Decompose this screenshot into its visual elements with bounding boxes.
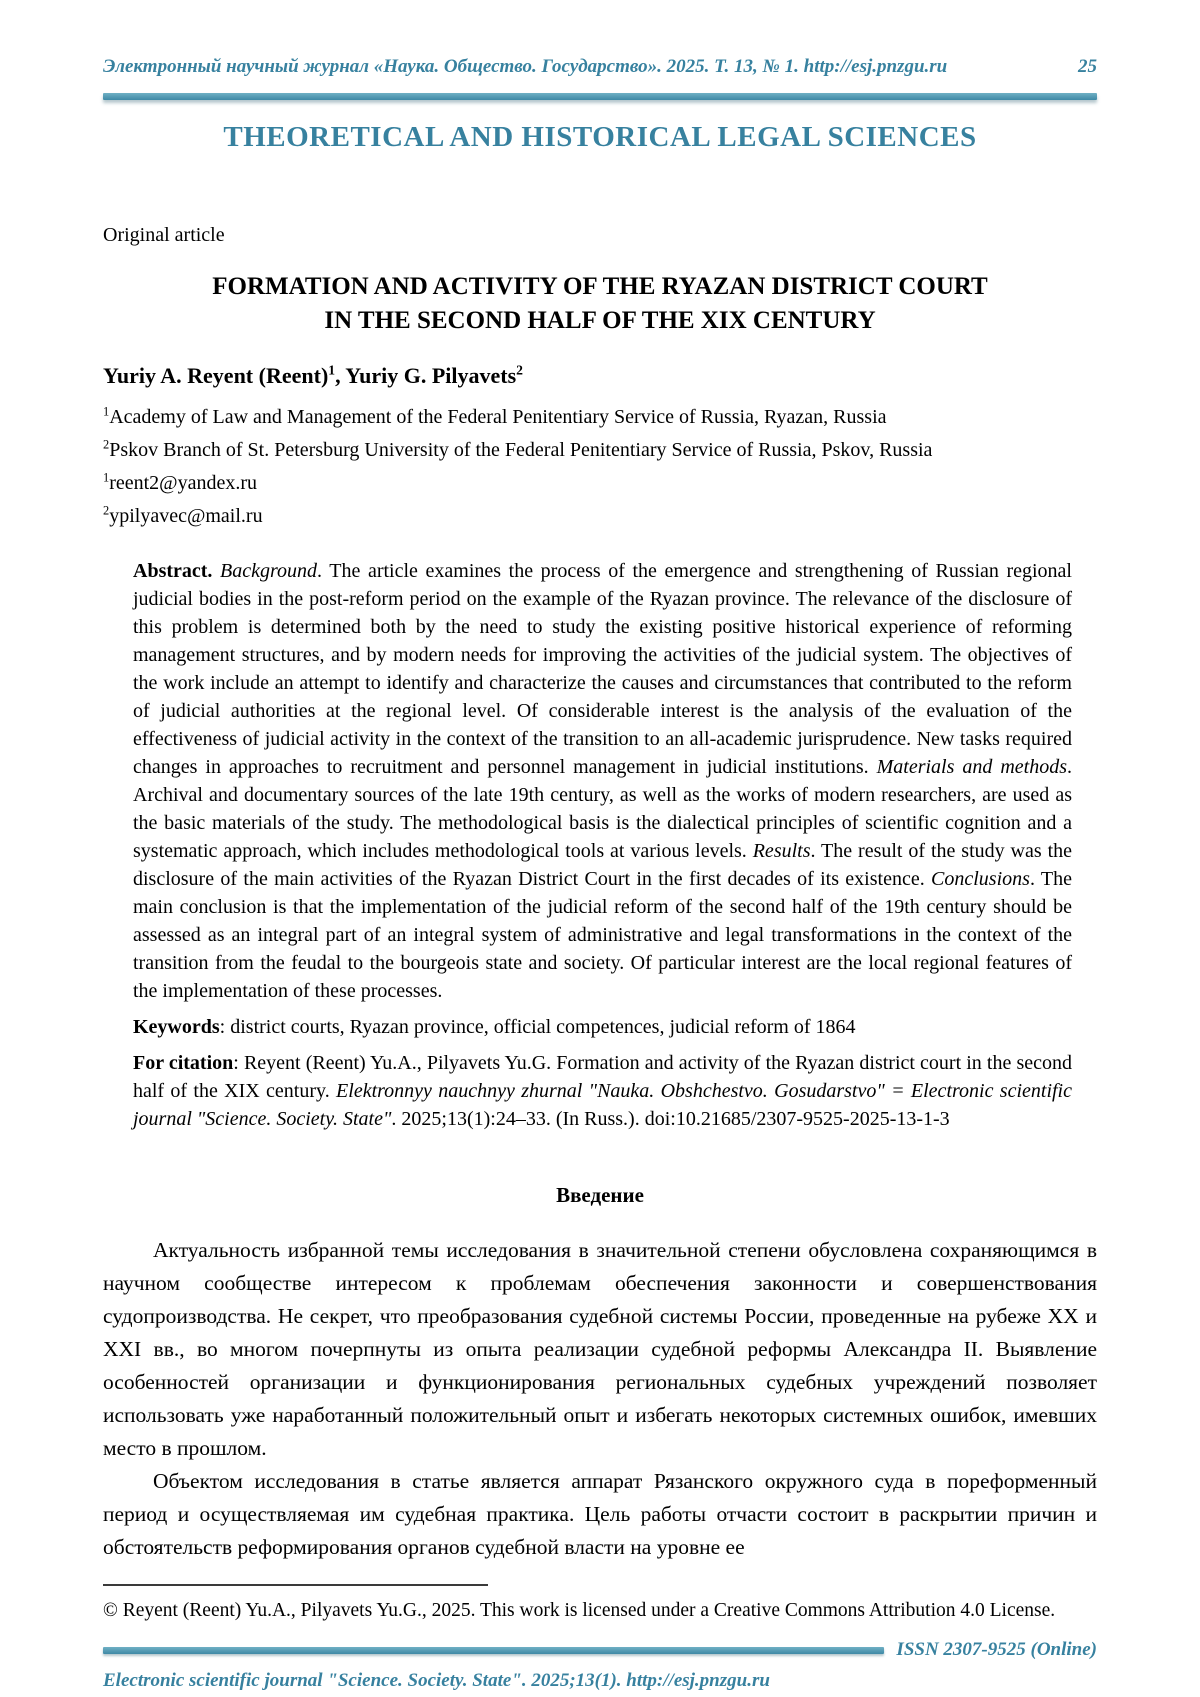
intro-paragraph: Актуальность избранной темы исследования в значительной степени обусловлена сохраняющимся в научном сообществе интересом к проблемам обеспечения законности и совершенствования судопроизводства. Не секрет, что преобразования судебной системы России, проведенные на рубеже XX и XXI вв., во многом почерпнуты из опыта реализации судебной реформы Александра II. Выявление особенностей организации и функционирования региональных судебных учреждений позволяет использовать уже наработанный положительный опыт и избегать некоторых системных ошибок, имевших место в прошлом. [103, 1238, 1097, 1460]
footnote-rule [103, 1584, 488, 1586]
footer-divider-rule [103, 1647, 884, 1654]
article-title-line2: IN THE SECOND HALF OF THE XIX CENTURY [324, 307, 876, 334]
author-email: $^1$reent2@yandex.ru [103, 470, 258, 494]
abstract-block [133, 557, 1072, 1133]
affiliation-line: $^1$Academy of Law and Management of the Federal Penitentiary Service of Russia, Ryazan, Russia [103, 404, 887, 428]
abstract-paragraph: Abstract. Background. The article examines the process of the emergence and strengthening of Russian regional judicial bodies in the post-reform period on the example of the Ryazan province. The relevance of the disclosure of this problem is determined both by the need to study the existing positive historical experience of reforming management structures, and by modern needs for improving the activities of the judicial system. The objectives of the work include an attempt to identify and characterize the causes and circumstances that contributed to the reform of judicial authorities at the regional level. Of considerable interest is the analysis of the evaluation of the effectiveness of judicial activity in the context of the transition to an all-academic jurisprudence. New tasks required changes in approaches to recruitment and personnel management in judicial institutions. Materials and methods. Archival and documentary sources of the late 19th century, as well as the works of modern researchers, are used as the basic materials of the study. The methodological basis is the dialectical principles of scientific cognition and a systematic approach, which includes methodological tools at various levels. Results. The result of the study was the disclosure of the main activities of the Ryazan District Court in the first decades of its existence. Conclusions. The main conclusion is that the implementation of the judicial reform of the second half of the 19th century should be assessed as an integral part of an integral system of administrative and legal transformations in the context of the transition from the feudal to the bourgeois state and society. Of particular interest are the local regional features of the implementation of these processes. [133, 560, 1073, 1002]
page-number: 25 [1078, 56, 1097, 77]
issn-row [103, 1639, 1097, 1661]
article-type-label: Original article [103, 224, 225, 246]
running-head [103, 56, 1097, 78]
intro-paragraph: Объектом исследования в статье является аппарат Рязанского окружного суда в пореформенный период и осуществляемая им судебная практика. Цель работы отчасти состоит в раскрытии причин и обстоятельств реформирования органов судебной власти на уровне ее [103, 1469, 1097, 1559]
affiliation-line: $^2$Pskov Branch of St. Petersburg University of the Federal Penitentiary Service of Russia, Pskov, Russia [103, 437, 933, 461]
citation-paragraph: For citation: Reyent (Reent) Yu.A., Pilyavets Yu.G. Formation and activity of the Ryazan district court in the second half of the XIX century. Elektronnyy nauchnyy zhurnal "Nauka. Obshchestvo. Gosudarstvo" = Electronic scientific journal "Science. Society. State". 2025;13(1):24–33. (In Russ.). doi:10.21685/2307-9525-2025-13-1-3 [133, 1052, 1072, 1130]
article-title-line1: FORMATION AND ACTIVITY OF THE RYAZAN DISTRICT COURT [212, 273, 988, 300]
affiliations [103, 401, 1097, 533]
journal-reference: Электронный научный журнал «Наука. Общество. Государство». 2025. Т. 13, № 1. http://esj.pnzgu.ru [103, 56, 948, 77]
introduction-body [103, 1234, 1097, 1564]
keywords-paragraph: Keywords: district courts, Ryazan province, official competences, judicial reform of 1864 [133, 1016, 856, 1038]
article-title [103, 270, 1097, 338]
section-title: THEORETICAL AND HISTORICAL LEGAL SCIENCES [223, 121, 977, 153]
footer-journal-line: Electronic scientific journal "Science. Society. State". 2025;13(1). http://esj.pnzgu.ru [103, 1670, 770, 1691]
header-divider-rule [103, 93, 1097, 100]
issn-label: ISSN 2307-9525 (Online) [896, 1639, 1097, 1660]
authors-line: Yuriy A. Reyent (Reent)$^1$, Yuriy G. Pilyavets$^2$ [103, 362, 523, 388]
author-email: $^2$ypilyavec@mail.ru [103, 503, 263, 527]
copyright-note: © Reyent (Reent) Yu.A., Pilyavets Yu.G., 2025. This work is licensed under a Creative Commons Attribution 4.0 License. [103, 1600, 1056, 1621]
introduction-heading: Введение [556, 1183, 644, 1207]
